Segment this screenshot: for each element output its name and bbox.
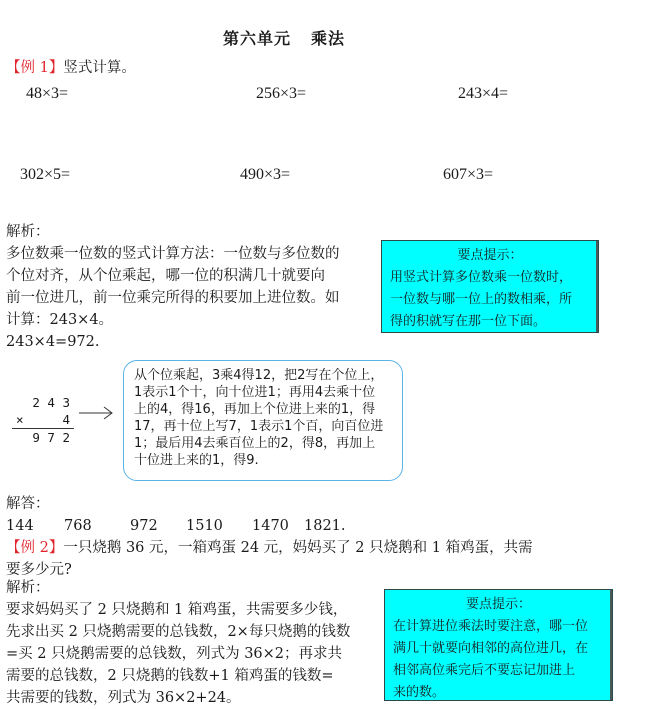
example1-analysis xyxy=(6,221,386,353)
analysis-line: 共需要的钱数，列式为 36×2+24。 xyxy=(6,690,241,706)
answers-row xyxy=(6,515,346,537)
example-prompt: 竖式计算。 xyxy=(63,60,136,76)
problem-6: 607×3= xyxy=(443,166,494,183)
tip-line: 用竖式计算多位数乘一位数时， xyxy=(390,270,573,285)
answer-value: 1470 xyxy=(252,518,289,534)
example2-analysis xyxy=(6,577,391,709)
analysis-label: 解析： xyxy=(6,580,50,596)
answer-value: 768 xyxy=(64,518,92,534)
analysis-line: 多位数乘一位数的竖式计算方法：一位数与多位数的 xyxy=(6,246,340,262)
example1-header xyxy=(6,57,136,79)
tip-line: 来的数。 xyxy=(393,685,446,700)
problem-2: 256×3= xyxy=(256,85,307,102)
tip-heading: 要点提示： xyxy=(465,597,531,612)
analysis-line: 个位对齐，从个位乘起，哪一位的积满几十就要向 xyxy=(6,268,325,284)
analysis-line: 需要的总钱数，2 只烧鹅的钱数+1 箱鸡蛋的钱数= xyxy=(6,668,334,684)
problem-5: 490×3= xyxy=(240,166,291,183)
title-unit: 第六单元 xyxy=(222,29,291,48)
answer-value: 972 xyxy=(130,518,158,534)
vertical-multiplier: 4 xyxy=(62,412,70,427)
answer-label: 解答： xyxy=(6,496,50,512)
explain-line: 十位进上来的1，得9. xyxy=(134,453,259,468)
example-tag: 【例 1】 xyxy=(6,60,64,76)
example-tag: 【例 2】 xyxy=(6,540,64,556)
analysis-line: =买 2 只烧鹅需要的总钱数，列式为 36×2；再求共 xyxy=(6,646,343,662)
analysis-line: 计算：243×4。 xyxy=(6,312,114,328)
tip-line: 在计算进位乘法时要注意，哪一位 xyxy=(393,619,589,634)
explain-line: 1表示1个十，向十位进1；再用4去乘十位 xyxy=(134,385,376,400)
analysis-line: 243×4=972. xyxy=(6,334,100,350)
analysis-line: 要求妈妈买了 2 只烧鹅和 1 箱鸡蛋，共需要多少钱， xyxy=(6,602,348,618)
page-title xyxy=(0,26,568,49)
answer-value: 1510 xyxy=(186,518,223,534)
explain-line: 1；最后用4去乘百位上的2，得8，再加上 xyxy=(134,436,376,451)
analysis-line: 先求出买 2 只烧鹅需要的总钱数，2×每只烧鹅的钱数 xyxy=(6,624,351,640)
question-line: 要多少元? xyxy=(6,562,72,578)
tip-heading: 要点提示： xyxy=(457,248,523,263)
multiply-sign: × xyxy=(16,412,24,427)
question-line: 一只烧鹅 36 元，一箱鸡蛋 24 元，妈妈买了 2 只烧鹅和 1 箱鸡蛋，共需 xyxy=(63,540,533,556)
explanation-bubble xyxy=(123,360,403,481)
answer-value: 144 xyxy=(6,518,34,534)
problem-1: 48×3= xyxy=(26,85,69,102)
tip-line: 相邻高位乘完后不要忘记加进上 xyxy=(393,663,576,678)
vertical-result: 9 7 2 xyxy=(12,428,74,446)
analysis-label: 解析： xyxy=(6,224,50,240)
vertical-calculation xyxy=(12,394,74,446)
tip-line: 一位数与哪一位上的数相乘，所 xyxy=(390,292,573,307)
tip-line: 满几十就要向相邻的高位进几，在 xyxy=(393,641,589,656)
explain-line: 17，再十位上写7，1表示1个百，向百位进 xyxy=(134,419,384,434)
problem-3: 243×4= xyxy=(458,85,509,102)
tip-box-1 xyxy=(381,240,599,333)
answer-value: 1821. xyxy=(304,518,346,534)
problem-4: 302×5= xyxy=(20,166,71,183)
title-topic: 乘法 xyxy=(311,29,346,48)
analysis-line: 前一位进几，前一位乘完所得的积要加上进位数。如 xyxy=(6,290,340,306)
tip-line: 得的积就写在那一位下面。 xyxy=(390,314,547,329)
explain-line: 上的4，得16，再加上个位进上来的1，得 xyxy=(134,402,376,417)
arrow-right-icon xyxy=(78,406,114,420)
example2-question xyxy=(6,537,533,559)
tip-box-2 xyxy=(384,589,613,701)
explain-line: 从个位乘起，3乘4得12，把2写在个位上， xyxy=(134,368,384,383)
vertical-top: 2 4 3 xyxy=(32,395,70,410)
